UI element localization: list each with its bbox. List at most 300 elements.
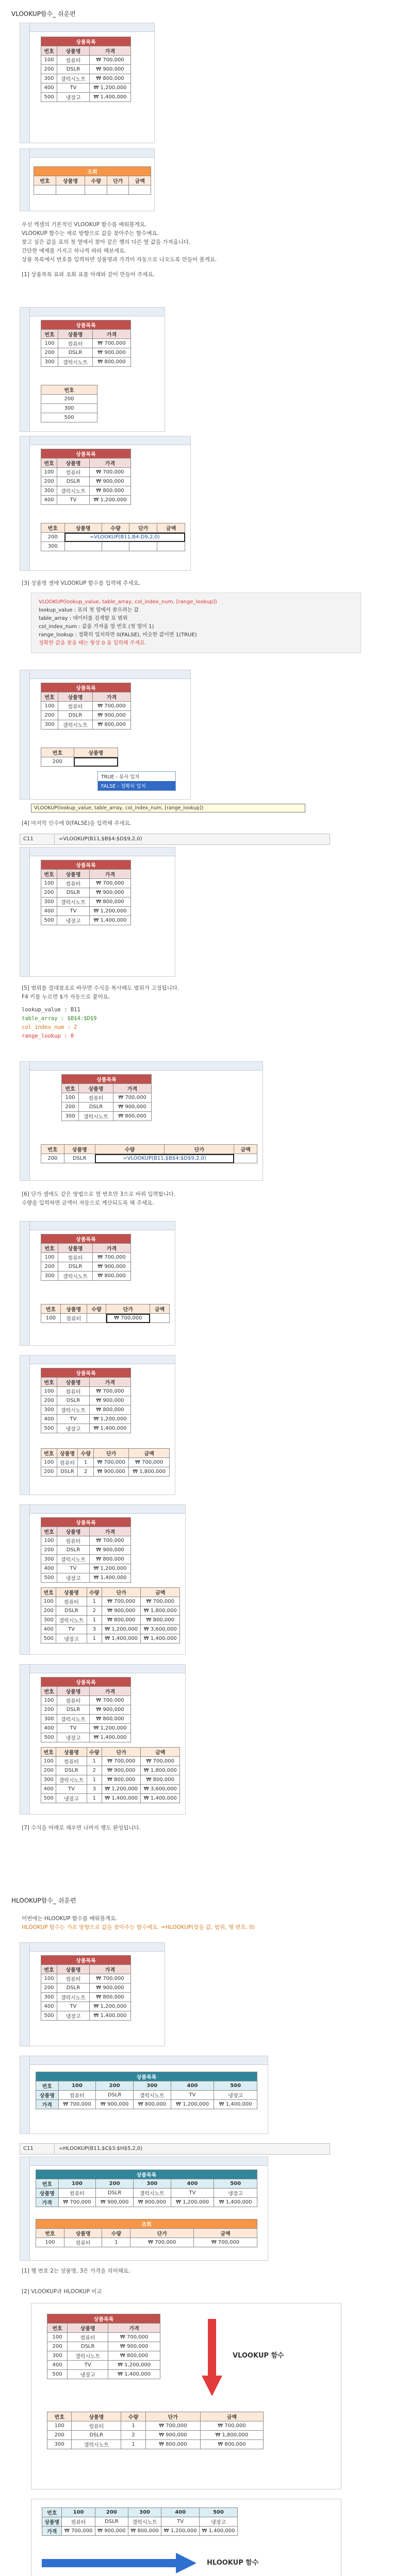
table-cell[interactable]: 300 bbox=[41, 542, 65, 551]
table-cell[interactable]: ₩ 800,000 bbox=[89, 1555, 130, 1564]
table-cell[interactable]: ₩ 900,000 bbox=[145, 2431, 200, 2440]
table-cell[interactable]: 300 bbox=[41, 897, 57, 907]
table-cell[interactable]: ₩ 800,000 bbox=[133, 2100, 171, 2109]
table-cell[interactable]: 300 bbox=[41, 1993, 57, 2002]
table-cell[interactable]: 냉장고 bbox=[68, 2370, 108, 2379]
table-cell[interactable]: ₩ 900,000 bbox=[89, 888, 130, 897]
table-cell[interactable] bbox=[64, 542, 102, 551]
table-cell[interactable] bbox=[87, 1314, 106, 1323]
table-cell[interactable]: TV bbox=[57, 496, 90, 505]
table-cell[interactable]: DSLR bbox=[57, 1705, 90, 1715]
table-cell[interactable]: 냉장고 bbox=[57, 2011, 90, 2021]
formula-input[interactable]: =HLOOKUP(B11,$C$3:$H$5,2,0) bbox=[59, 2146, 143, 2151]
table-cell[interactable]: 300 bbox=[41, 74, 57, 83]
table-cell[interactable]: ₩ 1,400,000 bbox=[102, 1794, 141, 1803]
table-cell[interactable]: 500 bbox=[41, 1794, 56, 1803]
table-cell[interactable]: TV bbox=[57, 83, 90, 93]
table-cell[interactable]: 컴퓨터 bbox=[60, 1314, 87, 1323]
table-cell[interactable]: 갤럭시노트 bbox=[57, 1555, 90, 1564]
table-cell[interactable]: 컴퓨터 bbox=[57, 1974, 90, 1984]
table-cell[interactable]: 냉장고 bbox=[214, 2091, 257, 2100]
table-cell[interactable]: DSLR bbox=[68, 2342, 108, 2351]
table-cell[interactable]: ₩ 1,400,000 bbox=[89, 1424, 130, 1433]
table-cell[interactable]: 500 bbox=[47, 2370, 68, 2379]
table-cell[interactable]: 냉장고 bbox=[56, 1794, 87, 1803]
table-cell[interactable]: ₩ 900,000 bbox=[89, 1396, 130, 1405]
table-cell[interactable]: 1 bbox=[102, 2238, 130, 2247]
table-cell[interactable]: 냉장고 bbox=[56, 1634, 87, 1643]
table-cell[interactable]: DSLR bbox=[57, 1984, 90, 1993]
table-cell[interactable]: 컴퓨터 bbox=[57, 56, 90, 65]
table-cell[interactable]: 300 bbox=[47, 2440, 72, 2449]
table-cell[interactable]: 200 bbox=[41, 1984, 57, 1993]
table-cell[interactable]: 100 bbox=[41, 1387, 57, 1396]
formula-cell[interactable]: =VLOOKUP(B11,$B$4:$D$9,2,0) bbox=[95, 1154, 234, 1163]
table-cell[interactable]: ₩ 900,000 bbox=[96, 2198, 134, 2207]
table-cell[interactable]: ₩ 900,000 bbox=[89, 1705, 130, 1715]
table-cell[interactable]: 200 bbox=[41, 1262, 58, 1272]
table-cell[interactable]: ₩ 800,000 bbox=[113, 1112, 151, 1121]
table-cell[interactable]: 300 bbox=[41, 486, 57, 496]
product-table-caption: 상품목록 bbox=[41, 37, 131, 46]
table-cell[interactable]: 100 bbox=[41, 339, 58, 348]
table-cell[interactable]: ₩ 700,000 bbox=[62, 2527, 95, 2536]
number-cell[interactable]: 200 bbox=[41, 395, 97, 404]
table-cell[interactable]: 1 bbox=[78, 1458, 94, 1467]
table-cell[interactable]: 갤럭시노트 bbox=[133, 2091, 171, 2100]
table-cell[interactable]: DSLR bbox=[58, 1262, 93, 1272]
table-cell[interactable]: ₩ 700,000 bbox=[89, 879, 130, 888]
table-cell[interactable]: 갤럭시노트 bbox=[56, 1616, 87, 1625]
table-cell[interactable]: 100 bbox=[47, 2421, 72, 2431]
table-cell[interactable]: 100 bbox=[41, 1458, 57, 1467]
table-cell[interactable]: 300 bbox=[41, 720, 58, 730]
table-cell[interactable]: 200 bbox=[41, 1154, 64, 1163]
table-cell[interactable]: ₩ 800,000 bbox=[92, 720, 130, 730]
table-cell[interactable] bbox=[56, 185, 85, 195]
table-cell[interactable]: ₩ 1,200,000 bbox=[89, 496, 130, 505]
table-cell[interactable]: 400 bbox=[47, 2361, 68, 2370]
table-cell[interactable]: 200 bbox=[41, 1396, 57, 1405]
table-cell[interactable]: TV bbox=[57, 1415, 90, 1424]
table-cell[interactable]: 1 bbox=[87, 1616, 102, 1625]
table-cell[interactable]: 500 bbox=[41, 916, 57, 925]
table-cell[interactable]: TV bbox=[56, 1785, 87, 1794]
table-cell[interactable]: 컴퓨터 bbox=[56, 1757, 87, 1766]
table-cell[interactable]: ₩ 700,000 bbox=[92, 702, 130, 711]
table-cell[interactable]: 1 bbox=[121, 2440, 145, 2449]
table-cell[interactable]: DSLR bbox=[79, 1103, 113, 1112]
table-cell[interactable] bbox=[157, 542, 185, 551]
table-cell[interactable]: ₩ 800,000 bbox=[92, 1272, 130, 1281]
table-cell[interactable]: ₩ 1,400,000 bbox=[108, 2370, 160, 2379]
table-cell[interactable]: 3 bbox=[87, 1785, 102, 1794]
table-cell[interactable]: 100 bbox=[41, 879, 57, 888]
table-cell[interactable]: ₩ 900,000 bbox=[94, 1467, 129, 1477]
table-cell[interactable]: 갤럭시노트 bbox=[57, 1993, 90, 2002]
table-cell[interactable]: ₩ 1,400,000 bbox=[200, 2527, 238, 2536]
table-cell[interactable]: 갤럭시노트 bbox=[58, 720, 93, 730]
table-cell[interactable]: ₩ 1,800,000 bbox=[200, 2431, 263, 2440]
table-cell[interactable]: 300 bbox=[41, 1555, 57, 1564]
table-cell[interactable]: DSLR bbox=[57, 477, 90, 486]
table-cell[interactable]: 500 bbox=[41, 93, 57, 102]
table-cell[interactable]: ₩ 1,200,000 bbox=[89, 1415, 130, 1424]
table-cell[interactable]: 500 bbox=[41, 1634, 56, 1643]
table-cell[interactable]: 200 bbox=[41, 888, 57, 897]
table-cell[interactable]: ₩ 800,000 bbox=[141, 1775, 180, 1785]
table-cell[interactable]: ₩ 1,400,000 bbox=[141, 1794, 180, 1803]
formula-cell[interactable]: =VLOOKUP(B11,B4:D9,2,0) bbox=[64, 533, 185, 542]
table-cell[interactable]: DSLR bbox=[57, 888, 90, 897]
table-cell[interactable]: 100 bbox=[62, 1093, 79, 1103]
table-cell[interactable]: ₩ 900,000 bbox=[92, 1262, 130, 1272]
table-cell[interactable]: 2 bbox=[87, 1606, 102, 1616]
table-cell[interactable]: ₩ 900,000 bbox=[89, 1546, 130, 1555]
table-cell[interactable]: 컴퓨터 bbox=[68, 2333, 108, 2342]
table-cell[interactable]: 1 bbox=[87, 1794, 102, 1803]
table-cell[interactable]: 1 bbox=[87, 1634, 102, 1643]
table-cell[interactable]: ₩ 700,000 bbox=[108, 2333, 160, 2342]
table-cell[interactable]: ₩ 1,800,000 bbox=[141, 1766, 180, 1775]
table-cell[interactable]: 컴퓨터 bbox=[62, 2517, 95, 2527]
table-cell[interactable]: ₩ 700,000 bbox=[200, 2421, 263, 2431]
table-cell[interactable]: 갤럭시노트 bbox=[57, 897, 90, 907]
table-cell[interactable]: 100 bbox=[41, 56, 57, 65]
table-cell[interactable]: ₩ 700,000 bbox=[89, 468, 130, 477]
table-cell[interactable]: 200 bbox=[47, 2431, 72, 2440]
table-cell[interactable]: 400 bbox=[41, 1724, 57, 1733]
number-cell[interactable]: 300 bbox=[41, 404, 97, 413]
table-cell[interactable]: ₩ 1,200,000 bbox=[102, 1785, 141, 1794]
table-cell[interactable]: 컴퓨터 bbox=[58, 1253, 93, 1262]
table-cell[interactable]: ₩ 900,000 bbox=[89, 1984, 130, 1993]
table-cell[interactable]: ₩ 3,600,000 bbox=[141, 1625, 180, 1634]
table-cell[interactable]: ₩ 700,000 bbox=[129, 1458, 170, 1467]
table-cell[interactable]: 400 bbox=[41, 1785, 56, 1794]
table-cell[interactable]: DSLR bbox=[57, 1546, 90, 1555]
table-cell[interactable]: 갤럭시노트 bbox=[133, 2189, 171, 2198]
table-cell[interactable]: ₩ 800,000 bbox=[128, 2527, 161, 2536]
table-cell[interactable]: 1 bbox=[87, 1757, 102, 1766]
table-cell[interactable]: ₩ 1,200,000 bbox=[171, 2198, 214, 2207]
table-cell[interactable]: ₩ 900,000 bbox=[92, 348, 130, 358]
table-cell[interactable]: 400 bbox=[41, 2002, 57, 2011]
table-cell[interactable]: 500 bbox=[41, 2011, 57, 2021]
table-cell[interactable]: ₩ 900,000 bbox=[89, 477, 130, 486]
table-cell[interactable]: 컴퓨터 bbox=[56, 1597, 87, 1606]
table-cell[interactable]: 2 bbox=[87, 1766, 102, 1775]
table-cell[interactable]: 갤럭시노트 bbox=[56, 1775, 87, 1785]
table-cell[interactable]: ₩ 800,000 bbox=[89, 486, 130, 496]
table-cell[interactable]: ₩ 700,000 bbox=[106, 1314, 150, 1323]
table-cell[interactable]: ₩ 700,000 bbox=[89, 1387, 130, 1396]
table-cell[interactable]: 컴퓨터 bbox=[64, 2238, 102, 2247]
table-cell[interactable]: 100 bbox=[41, 1536, 57, 1546]
table-cell[interactable]: 100 bbox=[36, 2238, 64, 2247]
table-cell[interactable]: 갤럭시노트 bbox=[79, 1112, 113, 1121]
table-cell[interactable]: ₩ 900,000 bbox=[89, 65, 130, 74]
table-cell[interactable]: DSLR bbox=[96, 2189, 134, 2198]
table-cell[interactable]: 100 bbox=[41, 702, 58, 711]
table-cell[interactable]: 300 bbox=[47, 2351, 68, 2361]
table-cell[interactable]: ₩ 1,200,000 bbox=[161, 2527, 200, 2536]
name-box[interactable]: C11 bbox=[20, 2144, 55, 2154]
table-cell[interactable] bbox=[129, 185, 151, 195]
table-cell[interactable]: 200 bbox=[41, 533, 65, 542]
table-cell[interactable]: TV bbox=[161, 2517, 200, 2527]
table-cell[interactable] bbox=[150, 1314, 170, 1323]
sheet-absolute bbox=[20, 1061, 263, 1181]
table-cell[interactable]: 냉장고 bbox=[57, 916, 90, 925]
table-cell[interactable]: 3 bbox=[87, 1625, 102, 1634]
table-cell[interactable]: 2 bbox=[121, 2431, 145, 2440]
table-cell[interactable]: ₩ 1,200,000 bbox=[171, 2100, 214, 2109]
table-cell[interactable]: 갤럭시노트 bbox=[57, 1405, 90, 1415]
table-cell[interactable]: ₩ 900,000 bbox=[113, 1103, 151, 1112]
table-cell[interactable]: ₩ 1,200,000 bbox=[102, 1625, 141, 1634]
table-cell[interactable]: ₩ 1,200,000 bbox=[89, 1564, 130, 1573]
table-cell[interactable]: 300 bbox=[41, 1616, 56, 1625]
table-cell[interactable]: TV bbox=[56, 1625, 87, 1634]
table-cell[interactable]: 컴퓨터 bbox=[57, 879, 90, 888]
table-cell[interactable]: ₩ 700,000 bbox=[89, 1696, 130, 1705]
table-cell[interactable]: ₩ 900,000 bbox=[102, 1766, 141, 1775]
table-cell[interactable]: 100 bbox=[41, 468, 57, 477]
table-cell[interactable]: DSLR bbox=[58, 711, 93, 720]
table-cell[interactable]: ₩ 800,000 bbox=[102, 1775, 141, 1785]
table-cell[interactable]: ₩ 1,400,000 bbox=[89, 93, 130, 102]
dropdown-option-selected[interactable]: FALSE - 정확히 일치 bbox=[98, 781, 175, 790]
table-cell[interactable]: 컴퓨터 bbox=[58, 702, 93, 711]
table-cell[interactable]: 500 bbox=[41, 1424, 57, 1433]
dropdown-option[interactable]: TRUE - 유사 일치 bbox=[101, 774, 140, 780]
table-cell[interactable]: 100 bbox=[41, 1696, 57, 1705]
table-cell[interactable]: 300 bbox=[62, 1112, 79, 1121]
table-cell[interactable]: 컴퓨터 bbox=[58, 2091, 96, 2100]
formula-input[interactable]: =VLOOKUP(B11,$B$4:$D$9,2,0) bbox=[59, 836, 142, 842]
table-cell[interactable]: ₩ 1,200,000 bbox=[89, 907, 130, 916]
table-cell[interactable]: DSLR bbox=[58, 348, 93, 358]
table-cell[interactable]: ₩ 700,000 bbox=[145, 2421, 200, 2431]
table-cell[interactable]: ₩ 1,400,000 bbox=[89, 916, 130, 925]
table-cell[interactable]: 400 bbox=[41, 1415, 57, 1424]
table-cell[interactable]: 100 bbox=[41, 1757, 56, 1766]
table-cell[interactable] bbox=[34, 185, 56, 195]
table-cell[interactable]: TV bbox=[57, 1724, 90, 1733]
table-cell[interactable]: DSLR bbox=[72, 2431, 121, 2440]
table-cell[interactable]: 300 bbox=[41, 1272, 58, 1281]
table-cell[interactable]: ₩ 1,200,000 bbox=[89, 83, 130, 93]
table-cell[interactable]: ₩ 900,000 bbox=[102, 1606, 141, 1616]
table-cell[interactable]: 냉장고 bbox=[57, 1424, 90, 1433]
table-cell[interactable]: 400 bbox=[41, 83, 57, 93]
table-cell[interactable]: ₩ 800,000 bbox=[133, 2198, 171, 2207]
table-cell[interactable]: 100 bbox=[47, 2333, 68, 2342]
table-cell[interactable]: 1 bbox=[87, 1597, 102, 1606]
table-cell[interactable]: 컴퓨터 bbox=[57, 468, 90, 477]
table-cell[interactable]: ₩ 700,000 bbox=[141, 1597, 180, 1606]
table-cell[interactable]: ₩ 700,000 bbox=[58, 2100, 96, 2109]
table-cell[interactable] bbox=[234, 1154, 257, 1163]
table-cell[interactable]: 400 bbox=[41, 496, 57, 505]
table-cell[interactable]: ₩ 700,000 bbox=[94, 1458, 129, 1467]
table-cell[interactable]: DSLR bbox=[56, 1606, 87, 1616]
table-cell[interactable]: 냉장고 bbox=[214, 2189, 257, 2198]
number-input-table bbox=[41, 385, 97, 422]
active-cell[interactable] bbox=[74, 757, 118, 767]
table-cell[interactable]: ₩ 900,000 bbox=[96, 2100, 134, 2109]
table-cell[interactable]: ₩ 800,000 bbox=[92, 358, 130, 367]
table-cell[interactable]: 200 bbox=[41, 65, 57, 74]
table-cell[interactable]: ₩ 1,400,000 bbox=[141, 1634, 180, 1643]
table-cell[interactable]: ₩ 700,000 bbox=[102, 1757, 141, 1766]
table-cell[interactable]: ₩ 700,000 bbox=[130, 2238, 194, 2247]
table-cell[interactable]: 300 bbox=[41, 358, 58, 367]
table-cell[interactable]: 100 bbox=[41, 1597, 56, 1606]
table-cell[interactable]: DSLR bbox=[95, 2517, 128, 2527]
table-cell[interactable]: ₩ 800,000 bbox=[141, 1616, 180, 1625]
table-cell[interactable]: 컴퓨터 bbox=[58, 2189, 96, 2198]
name-box[interactable]: C11 bbox=[20, 834, 55, 844]
range-lookup-dropdown[interactable] bbox=[97, 771, 176, 791]
table-cell[interactable]: 1 bbox=[87, 1775, 102, 1785]
table-cell[interactable]: ₩ 1,200,000 bbox=[108, 2361, 160, 2370]
table-cell[interactable]: ₩ 900,000 bbox=[108, 2342, 160, 2351]
table-cell[interactable]: ₩ 900,000 bbox=[92, 711, 130, 720]
table-cell[interactable]: TV bbox=[171, 2091, 214, 2100]
table-cell[interactable]: 갤럭시노트 bbox=[58, 358, 93, 367]
table-cell[interactable]: TV bbox=[68, 2361, 108, 2370]
table-cell[interactable]: 300 bbox=[41, 1715, 57, 1724]
table-cell[interactable]: 냉장고 bbox=[57, 1573, 90, 1583]
table-cell[interactable]: 컴퓨터 bbox=[79, 1093, 113, 1103]
table-cell[interactable]: 100 bbox=[41, 1314, 61, 1323]
table-cell[interactable]: ₩ 700,000 bbox=[89, 1536, 130, 1546]
table-cell[interactable]: 200 bbox=[41, 1766, 56, 1775]
table-cell[interactable]: ₩ 700,000 bbox=[92, 339, 130, 348]
table-cell[interactable]: DSLR bbox=[64, 1154, 95, 1163]
table-cell[interactable]: TV bbox=[171, 2189, 214, 2198]
table-cell[interactable]: DSLR bbox=[57, 65, 90, 74]
table-cell[interactable]: 200 bbox=[41, 1606, 56, 1616]
table-cell[interactable]: 컴퓨터 bbox=[57, 1387, 90, 1396]
table-cell[interactable]: DSLR bbox=[57, 1396, 90, 1405]
table-cell[interactable]: ₩ 800,000 bbox=[200, 2440, 263, 2449]
table-cell[interactable]: ₩ 1,800,000 bbox=[129, 1467, 170, 1477]
table-cell[interactable]: 컴퓨터 bbox=[58, 339, 93, 348]
table-cell[interactable]: ₩ 800,000 bbox=[89, 897, 130, 907]
table-cell[interactable]: 100 bbox=[41, 1253, 58, 1262]
table-cell[interactable]: 200 bbox=[41, 757, 74, 767]
table-cell[interactable]: 갤럭시노트 bbox=[72, 2440, 121, 2449]
table-cell[interactable]: ₩ 800,000 bbox=[89, 1405, 130, 1415]
table-cell[interactable]: 200 bbox=[41, 1546, 57, 1555]
table-cell[interactable]: 냉장고 bbox=[57, 1733, 90, 1742]
table-cell[interactable]: 400 bbox=[41, 1625, 56, 1634]
table-cell[interactable]: 100 bbox=[41, 1974, 57, 1984]
table-cell[interactable]: 컴퓨터 bbox=[57, 1536, 90, 1546]
table-cell[interactable]: ₩ 1,800,000 bbox=[141, 1606, 180, 1616]
number-cell[interactable]: 500 bbox=[41, 413, 97, 422]
table-cell[interactable]: ₩ 800,000 bbox=[89, 74, 130, 83]
table-cell[interactable]: TV bbox=[57, 2002, 90, 2011]
table-cell[interactable]: 갤럭시노트 bbox=[68, 2351, 108, 2361]
table-cell[interactable]: 냉장고 bbox=[200, 2517, 238, 2527]
table-cell[interactable]: 갤럭시노트 bbox=[128, 2517, 161, 2527]
table-cell[interactable]: 400 bbox=[41, 1564, 57, 1573]
table-cell[interactable]: ₩ 700,000 bbox=[89, 56, 130, 65]
table-cell[interactable]: TV bbox=[57, 1564, 90, 1573]
table-cell[interactable]: 200 bbox=[41, 1467, 57, 1477]
table-cell[interactable]: ₩ 800,000 bbox=[108, 2351, 160, 2361]
table-cell[interactable]: 300 bbox=[41, 1405, 57, 1415]
table-cell[interactable]: 냉장고 bbox=[57, 93, 90, 102]
table-cell[interactable]: ₩ 700,000 bbox=[102, 1597, 141, 1606]
column-header: 상품명 bbox=[58, 1244, 93, 1253]
table-cell[interactable]: ₩ 1,400,000 bbox=[89, 1573, 130, 1583]
table-cell[interactable]: 갤럭시노트 bbox=[57, 486, 90, 496]
table-cell[interactable]: 200 bbox=[47, 2342, 68, 2351]
table-cell[interactable]: 200 bbox=[41, 477, 57, 486]
table-cell[interactable]: ₩ 800,000 bbox=[89, 1993, 130, 2002]
table-cell[interactable]: ₩ 900,000 bbox=[95, 2527, 128, 2536]
table-cell[interactable]: 200 bbox=[41, 348, 58, 358]
table-cell[interactable]: 200 bbox=[62, 1103, 79, 1112]
table-cell[interactable]: 500 bbox=[41, 1733, 57, 1742]
table-cell[interactable] bbox=[129, 542, 157, 551]
table-cell[interactable]: 200 bbox=[41, 1705, 57, 1715]
table-cell[interactable]: 1 bbox=[121, 2421, 145, 2431]
table-cell[interactable]: 갤럭시노트 bbox=[57, 74, 90, 83]
table-cell[interactable]: DSLR bbox=[57, 1467, 78, 1477]
table-cell[interactable]: ₩ 1,200,000 bbox=[89, 2002, 130, 2011]
table-cell[interactable]: 300 bbox=[41, 1775, 56, 1785]
table-cell[interactable]: ₩ 1,400,000 bbox=[89, 1733, 130, 1742]
table-cell[interactable]: ₩ 1,400,000 bbox=[214, 2100, 257, 2109]
table-cell[interactable]: ₩ 700,000 bbox=[194, 2238, 257, 2247]
table-cell[interactable]: 컴퓨터 bbox=[57, 1458, 78, 1467]
table-cell[interactable]: DSLR bbox=[56, 1766, 87, 1775]
table-cell[interactable]: 400 bbox=[41, 907, 57, 916]
table-cell[interactable]: 갤럭시노트 bbox=[57, 1715, 90, 1724]
table-cell[interactable]: ₩ 800,000 bbox=[102, 1616, 141, 1625]
table-cell[interactable]: DSLR bbox=[96, 2091, 134, 2100]
table-cell[interactable] bbox=[107, 185, 129, 195]
table-cell[interactable]: 200 bbox=[41, 711, 58, 720]
table-cell[interactable]: 500 bbox=[41, 1573, 57, 1583]
table-cell[interactable]: ₩ 700,000 bbox=[89, 1974, 130, 1984]
table-cell[interactable] bbox=[85, 185, 107, 195]
table-cell[interactable]: ₩ 1,200,000 bbox=[89, 1724, 130, 1733]
table-cell[interactable]: ₩ 800,000 bbox=[89, 1715, 130, 1724]
table-cell[interactable]: 2 bbox=[78, 1467, 94, 1477]
table-cell[interactable]: ₩ 700,000 bbox=[141, 1757, 180, 1766]
table-cell[interactable]: ₩ 1,400,000 bbox=[214, 2198, 257, 2207]
table-cell[interactable]: 컴퓨터 bbox=[72, 2421, 121, 2431]
table-cell[interactable] bbox=[102, 542, 129, 551]
table-cell[interactable]: ₩ 1,400,000 bbox=[89, 2011, 130, 2021]
table-cell[interactable]: ₩ 1,400,000 bbox=[102, 1634, 141, 1643]
table-cell[interactable]: 갤럭시노트 bbox=[58, 1272, 93, 1281]
table-cell[interactable]: ₩ 700,000 bbox=[58, 2198, 96, 2207]
table-cell[interactable]: ₩ 700,000 bbox=[92, 1253, 130, 1262]
table-cell[interactable]: ₩ 3,600,000 bbox=[141, 1785, 180, 1794]
table-cell[interactable]: 컴퓨터 bbox=[57, 1696, 90, 1705]
table-cell[interactable]: ₩ 800,000 bbox=[145, 2440, 200, 2449]
table-cell[interactable]: ₩ 700,000 bbox=[113, 1093, 151, 1103]
table-cell[interactable]: TV bbox=[57, 907, 90, 916]
